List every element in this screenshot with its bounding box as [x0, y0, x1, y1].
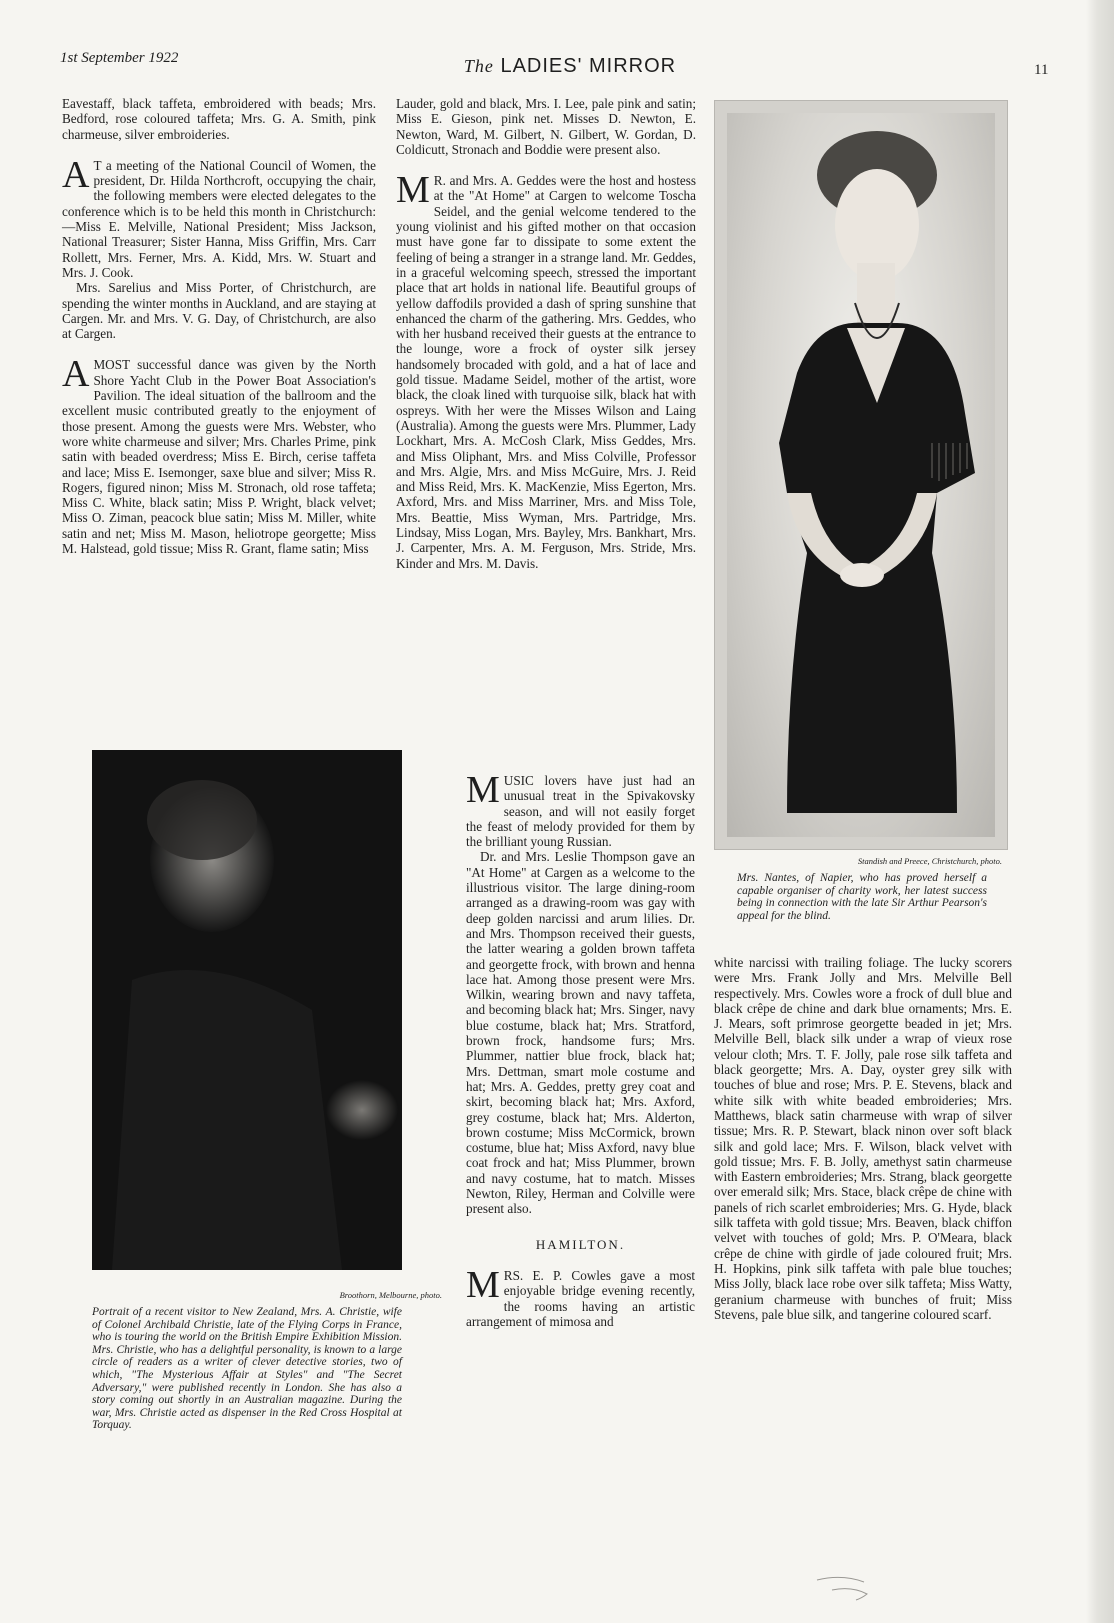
paragraph: Lauder, gold and black, Mrs. I. Lee, pale pink and satin; Miss E. Gieson, pink net. Misses D. Newton, E. Newton, Ward, M. Gilbert, N. Gilbert, W. Gordan, D. Coldicutt, Stronach and Boddie were present also. — [396, 96, 696, 157]
portrait-figure-christie — [92, 750, 402, 1270]
masthead-prefix: The — [463, 56, 494, 76]
photo-credit-nantes: Standish and Preece, Christchurch, photo. — [857, 856, 1002, 866]
paragraph-text: USIC lovers have just had an unusual treat in the Spivakovsky season, and will not easily forget the feast of melody provided for them by the brilliant young Russian. — [466, 773, 695, 850]
photo-frame-nantes — [714, 100, 1008, 850]
paragraph: white narcissi with trailing foliage. The lucky scorers were Mrs. Frank Jolly and Mrs. Melville Bell respectively. Mrs. Cowles wore a frock of dull blue and black crêpe de chine and dark blue ornaments; Mrs. E. J. Mears, soft primrose georgette beaded in jet; Mrs. Melville Bell, black silk under a wrap of vieux rose velour cloth; Mrs. T. F. Jolly, pale rose silk taffeta and black georgette; Mrs. A. Day, oyster grey silk with touches of blue and rose; Mrs. P. E. Stevens, black and white silk with white beaded embroideries; Mrs. Matthews, black satin charmeuse with wrap of silver tissue; Mrs. R. P. Stewart, black ninon over soft black silk and gold lace; Mrs. F. Wilson, black velvet with gold tissue; Mrs. F. B. Jolly, amethyst satin charmeuse with Eastern embroideries; Mrs. Strang, black georgette over emerald silk; Mrs. Stace, black crêpe de chine with panels of rich scarlet embroideries; Mrs. G. Hyde, black silk taffeta with gold tissue; Mrs. Beaven, black chiffon velvet with touches of gold; Mrs. P. O'Meara, black crêpe de chine with girdle of jade coloured fruit; Mrs. H. Hopkins, pink silk taffeta with pale blue touches; Miss Jolly, black lace robe over silk taffeta; Miss Watty, geranium charmeuse with bunches of fruit; Miss Stevens, pale blue silk, and tangerine coloured scarf. — [714, 955, 1012, 1322]
paragraph: Mrs. Sarelius and Miss Porter, of Christchurch, are spending the winter months in Auckland, and are staying at Cargen. Mr. and Mrs. V. G. Day, of Christchurch, are also at Cargen. — [62, 280, 376, 342]
masthead — [440, 55, 700, 78]
portrait-figure-nantes — [727, 113, 995, 837]
paragraph: Dr. and Mrs. Leslie Thompson gave an "At Home" at Cargen as a welcome to the illustrious visitor. The large dining-room arranged as a drawing-room was gay with deep golden narcissi and arum lilies. Dr. and Mrs. Thompson received their guests, the latter wearing a golden brown taffeta and georgette frock, with brown and henna lace hat. Among those present were Mrs. Wilkin, wearing brown and navy taffeta, and becoming black hat; Mrs. Singer, navy blue costume, black hat; Mrs. Stratford, brown frock, handsome furs; Mrs. Plummer, nattier blue frock, black hat; Mrs. Dettman, smart mole costume and hat; Mrs. A. Geddes, pretty grey coat and skirt, becoming black hat; Mrs. Axford, grey costume, black hat; Mrs. Alderton, brown costume; Miss McCormick, brown costume, blue hat; Miss Axford, navy blue coat frock and hat; Miss Plummer, brown and navy costume, hat to match. Misses Newton, Riley, Herman and Colville were present also. — [466, 849, 695, 1217]
paragraph — [466, 1263, 695, 1329]
column-3 — [466, 769, 695, 1329]
drop-cap: A — [62, 153, 90, 196]
pencil-mark — [812, 1572, 872, 1602]
paragraph — [396, 169, 696, 571]
portrait-photo-christie — [92, 750, 402, 1270]
column-2 — [396, 96, 696, 571]
paragraph — [466, 769, 695, 850]
column-1 — [62, 96, 376, 556]
photo-caption-christie: Portrait of a recent visitor to New Zealand, Mrs. A. Christie, wife of Colonel Archibald Christie, late of the Flying Corps in France, who is touring the world on the British Empire Exhibition Mission. Mrs. Christie, who has a delightful personality, is known to a large circle of readers as a writer of clever detective stories, two of which, "The Mysterious Affair at Styles" and "The Secret Adversary," were published recently in London. She has also a story coming out shortly in an Australian magazine. During the war, Mrs. Christie acted as dispenser in the Red Cross Hospital at Torquay. — [92, 1306, 402, 1432]
photo-caption-nantes: Mrs. Nantes, of Napier, who has proved herself a capable organiser of charity work, her latest success being in connection with the late Sir Arthur Pearson's appeal for the blind. — [737, 872, 987, 922]
paragraph — [62, 153, 376, 280]
photo-credit-christie: Broothorn, Melbourne, photo. — [339, 1290, 442, 1300]
drop-cap: M — [396, 169, 430, 212]
issue-date: 1st September 1922 — [60, 50, 179, 66]
drop-cap: M — [466, 1263, 500, 1306]
drop-cap: M — [466, 769, 500, 811]
paragraph-text: MOST successful dance was given by the North Shore Yacht Club in the Power Boat Association's Pavilion. The ideal situation of the ballroom and the excellent music contributed greatly to the enjoyment of those present. Among the guests were Mrs. Webster, who wore white charmeuse and silver; Mrs. Charles Prime, pink satin with beaded overdress; Miss E. Birch, cerise taffeta and lace; Miss E. Isemonger, saxe blue and silver; Miss R. Rogers, figured ninon; Miss M. Stronach, old rose taffeta; Miss C. White, black satin; Miss P. Wright, black velvet; Miss O. Ziman, peacock blue satin; Miss M. Miller, white satin and net; Miss M. Mason, heliotrope georgette; Miss M. Halstead, gold tissue; Miss R. Grant, flame satin; Miss — [62, 357, 376, 557]
section-heading: HAMILTON. — [535, 1236, 626, 1252]
page-edge-shadow — [1086, 0, 1114, 1623]
paragraph — [62, 353, 376, 557]
portrait-photo-nantes — [727, 113, 995, 837]
paragraph-text: R. and Mrs. A. Geddes were the host and hostess at the "At Home" at Cargen to welcome Toscha Seidel, and the genial welcome tendered to the young violinist and his gifted mother on that occasion must have gone far to dissipate to some extent the feeling of being a stranger in a strange land. Mr. Geddes, in a graceful welcoming speech, stressed the important place that art holds in national life. Beautiful groups of yellow daffodils provided a dash of spring sunshine that enhanced the charm of the gathering. Mrs. Geddes, who with her husband received their guests at the entrance to the lounge, wore a frock of oyster silk jersey handsomely brocaded with gold, and a hat of lace and gold tissue. Madame Seidel, mother of the artist, wore black, the cloak lined with turquoise silk, black hat with ospreys. With her were the Misses Wilson and Laing (Australia). Among the guests were Mrs. Plummer, Lady Lockhart, Mrs. A. McCosh Clark, Miss Geddes, Mrs. and Miss Oliphant, Mrs. and Miss Colville, Professor and Mrs. Algie, Mrs. and Miss McGuire, Mrs. J. Reid and Miss Reid, Mrs. K. MacKenzie, Miss Egerton, Mrs. Axford, Mrs. and Miss Marriner, Mrs. and Miss Tole, Mrs. Beattie, Miss Wyman, Mrs. Partridge, Mrs. Lindsay, Miss Logan, Mrs. Bayley, Mrs. Bankhart, Mrs. J. Carpenter, Mrs. A. M. Ferguson, Mrs. Stride, Mrs. Kinder and Mrs. M. Davis. — [396, 173, 696, 571]
page-number: 11 — [1034, 62, 1049, 78]
drop-cap: A — [62, 353, 90, 396]
paragraph-text: RS. E. P. Cowles gave a most enjoyable bridge evening recently, the rooms having an artistic arrangement of mimosa and — [466, 1267, 695, 1329]
paragraph-text: T a meeting of the National Council of Women, the president, Dr. Hilda Northcroft, occupying the chair, the following members were elected delegates to the conference which is to be held this month in Christchurch:—Miss E. Melville, National President; Miss Jackson, National Treasurer; Sister Hanna, Miss Griffin, Mrs. Carr Rollett, Mrs. Ferner, Mrs. A. Kidd, Mrs. W. Stuart and Mrs. J. Cook. — [62, 157, 376, 280]
masthead-title: LADIES' MIRROR — [500, 55, 677, 77]
paragraph: Eavestaff, black taffeta, embroidered with beads; Mrs. Bedford, rose coloured taffeta; Mrs. G. A. Smith, pink charmeuse, silver embroideries. — [62, 96, 376, 142]
column-4 — [714, 955, 1012, 1322]
